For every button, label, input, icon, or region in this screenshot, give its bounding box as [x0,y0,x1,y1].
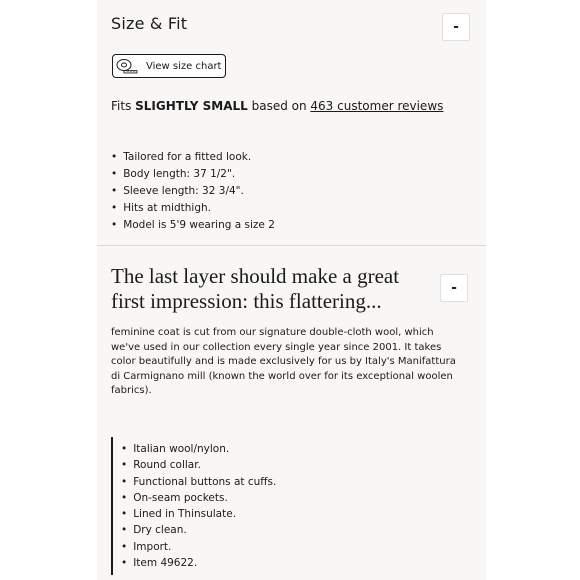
list-item: • Functional buttons at cuffs. [121,474,373,490]
view-size-chart-button[interactable] [112,54,226,78]
list-item: • Tailored for a fitted look. [111,149,275,166]
list-item: • Lined in Thinsulate. [121,506,373,522]
fit-value: SLIGHTLY SMALL [135,99,248,113]
list-item: • Sleeve length: 32 3/4". [111,183,275,200]
list-item: • Round collar. [121,457,373,473]
list-item: • On-seam pockets. [121,490,373,506]
fit-prefix: Fits [111,99,136,113]
fit-details-list [111,149,275,234]
size-fit-heading: Size & Fit [111,14,188,33]
view-size-chart-label: View size chart [146,60,222,72]
features-block [111,437,373,575]
list-item: • Model is 5'9 wearing a size 2 [111,217,275,234]
list-item: • Dry clean. [121,522,373,538]
section-divider [97,245,486,246]
description-collapse-button[interactable]: - [440,274,468,302]
list-item: • Italian wool/nylon. [121,441,373,457]
measuring-tape-icon [116,57,138,75]
fit-summary [111,99,443,113]
features-list [113,437,373,571]
size-fit-collapse-button[interactable]: - [442,13,470,41]
fit-mid: based on [247,99,311,113]
list-item: • Item 49622. [121,555,373,571]
list-item: • Body length: 37 1/2". [111,166,275,183]
list-item: • Import. [121,539,373,555]
list-item: • Hits at midthigh. [111,200,275,217]
customer-reviews-link[interactable]: 463 customer reviews [310,99,444,113]
product-info-panel [97,0,486,580]
description-body: feminine coat is cut from our signature double-cloth wool, which we've used in our collection every single year since 2001. It takes color beautifully and is made exclusively for us by Italy's Manifattura di Carmignano mill (known the world over for its exceptional woolen fabrics). [111,327,456,396]
description-headline: The last layer should make a great first impression: this flattering... [111,264,400,313]
